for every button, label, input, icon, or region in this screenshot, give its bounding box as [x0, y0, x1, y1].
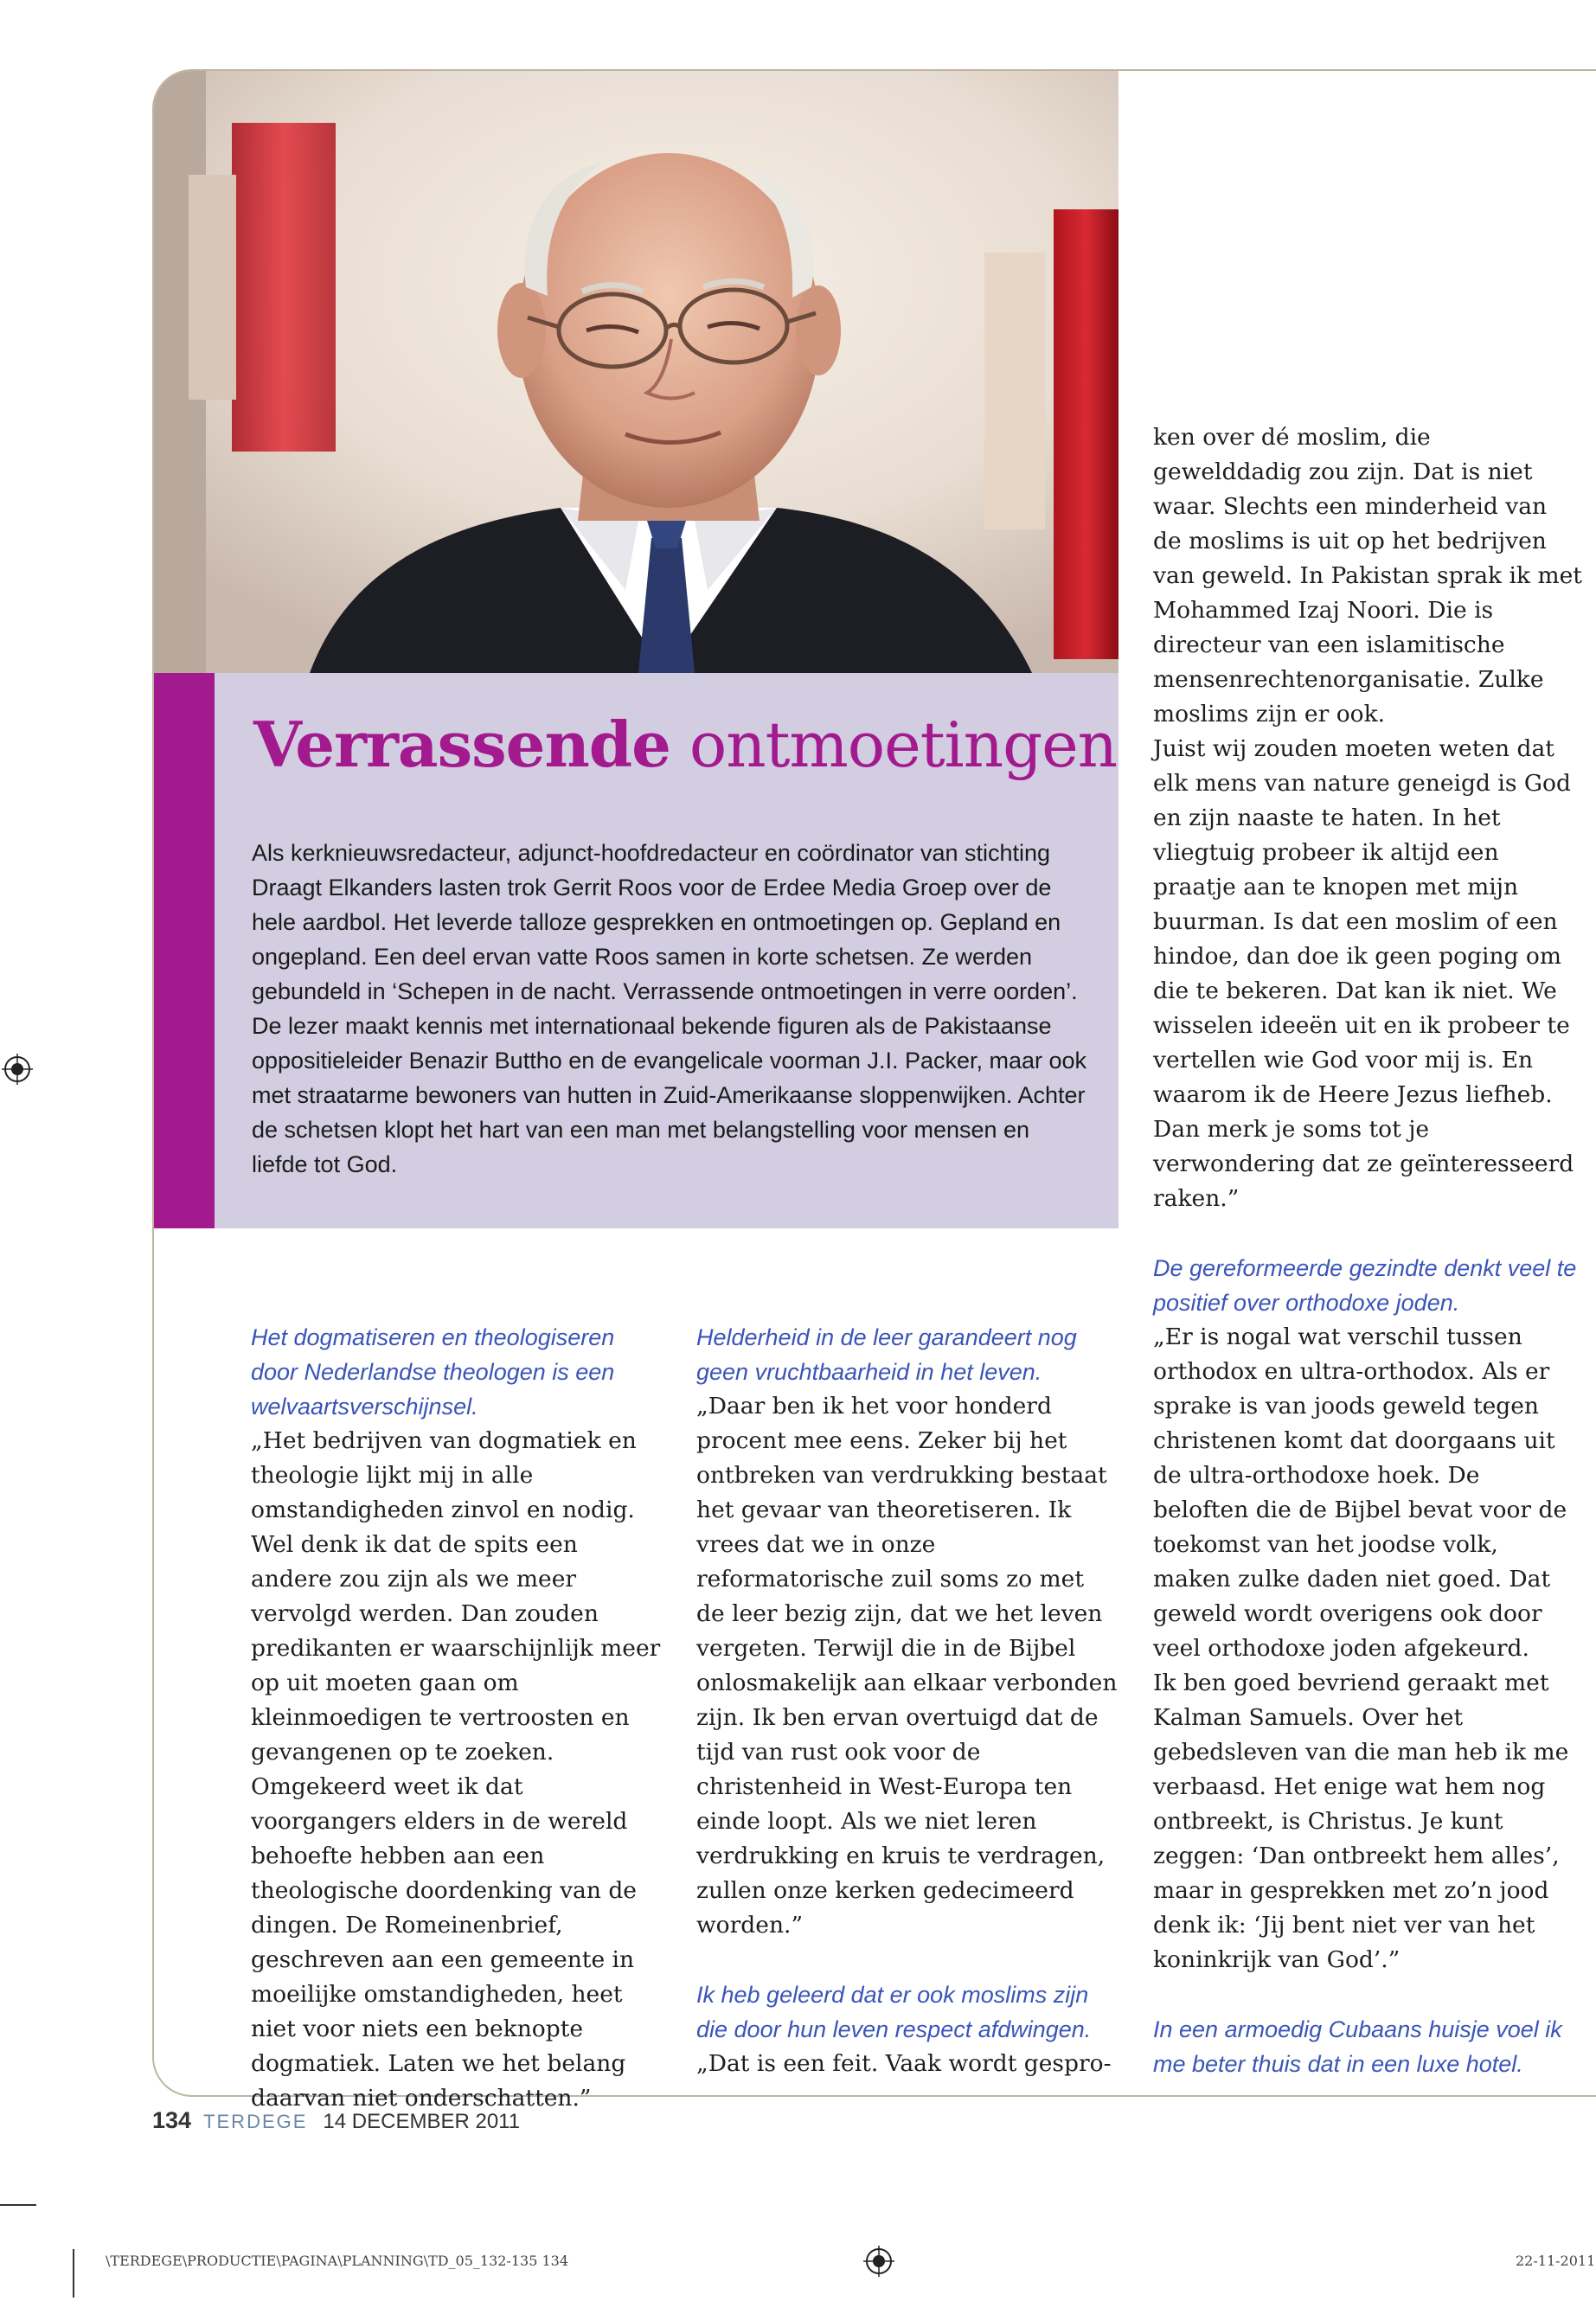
paragraph: „Er is nogal wat verschil tussen orthodox en ultra-orthodox. Als er sprake is van joods geweld tegen christenen komt dat doorgaans uit de ultra-orthodoxe hoek. De beloften die de Bijbel bevat voor de toekomst van het joodse volk, maken zulke daden niet goed. Dat geweld wordt overigens ook door veel orthodoxe joden afgekeurd. — [1153, 1324, 1567, 1662]
paragraph: ken over dé moslim, die gewelddadig zou zijn. Dat is niet waar. Slechts een minderheid van de moslims is uit op het bedrijven van geweld. In Pakistan sprak ik met Mohammed Izaj Noori. Die is directeur van een islamitische mensenrechtenorganisatie. Zulke moslims zijn er ook. — [1153, 424, 1582, 727]
subheading: Ik heb geleerd dat er ook moslims zijn die door hun leven respect afdwingen. — [696, 1982, 1092, 2042]
crop-mark — [0, 2204, 36, 2206]
subheading: Helderheid in de leer garandeert nog geen vruchtbaarheid in het leven. — [696, 1324, 1077, 1385]
column-3 — [1153, 420, 1582, 2081]
portrait-photo — [154, 71, 1118, 673]
slug-date: 22-11-2011 — [1516, 2253, 1596, 2269]
page-number: 134 — [152, 2107, 192, 2133]
paragraph: „Dat is een feit. Vaak wordt gespro- — [696, 2050, 1112, 2077]
paragraph: „Het bedrijven van dogmatiek en theologie lijkt mij in alle omstandigheden zinvol en nodig. Wel denk ik dat de spits een andere zou zijn als we meer vervolgd werden. Dan zouden predikanten er waarschijnlijk meer op uit moeten gaan om kleinmoedigen te vertroosten en gevangenen op te zoeken. — [251, 1427, 661, 1766]
lead-paragraph: Als kerknieuwsredacteur, adjunct-hoofdredacteur en coördinator van stichting Draagt Elkanders lasten trok Gerrit Roos voor de Erdee Media Groep over de hele aardbol. Het leverde talloze gesprekken en ontmoetingen op. Gepland en ongepland. Een deel ervan vatte Roos samen in korte schetsen. Ze werden gebundeld in ‘Schepen in de nacht. Verrassende ontmoetingen in verre oorden’. De lezer maakt kennis met internationaal bekende figuren als de Pakistaanse oppositieleider Benazir Buttho en de evangelicale voorman J.I. Packer, maar ook met straatarme bewoners van hutten in Zuid-Amerikaanse sloppenwijken. Achter de schetsen klopt het hart van een man met belangstelling voor mensen en liefde tot God. — [252, 840, 1087, 1177]
subheading: Het dogmatiseren en theologiseren door Nederlandse theologen is een welvaartsverschijnsel. — [251, 1324, 615, 1420]
subheading: De gereformeerde gezindte denkt veel te positief over orthodoxe joden. — [1153, 1255, 1577, 1316]
paragraph: Ik ben goed bevriend geraakt met Kalman Samuels. Over het gebedsleven van die man heb ik me verbaasd. Het enige wat hem nog ontbreekt, is Christus. Je kunt zeggen: ‘Dan ontbreekt hem alles’, maar in gesprekken met zo’n jood denk ik: ‘Jij bent niet ver van het koninkrijk van God’.” — [1153, 1670, 1569, 1973]
intro-box — [154, 673, 1118, 1228]
registration-mark-icon — [2, 1054, 33, 1085]
issue-date: 14 DECEMBER 2011 — [323, 2110, 521, 2133]
slug-path: \TERDEGE\PRODUCTIE\PAGINA\PLANNING\TD_05_132-135 134 — [106, 2253, 568, 2269]
portrait-illustration — [154, 71, 1118, 673]
paragraph: „Daar ben ik het voor honderd procent mee eens. Zeker bij het ontbreken van verdrukking bestaat het gevaar van theoretiseren. Ik vrees dat we in onze reformatorische zuil soms zo met de leer bezig zijn, dat we het leven vergeten. Terwijl die in de Bijbel onlosmakelijk aan elkaar verbonden zijn. Ik ben ervan overtuigd dat de tijd van rust ook voor de christenheid in West-Europa ten einde loopt. Als we niet leren verdrukking en kruis te verdragen, zullen onze kerken gedecimeerd worden.” — [696, 1393, 1118, 1939]
registration-mark-icon — [863, 2246, 894, 2277]
paragraph: Omgekeerd weet ik dat voorgangers elders in de wereld behoefte hebben aan een theologische doordenking van de dingen. De Romeinenbrief, geschreven aan een gemeente in moeilijke omstandigheden, heet niet voor niets een beknopte dogmatiek. Laten we het belang daarvan niet onderschatten.” — [251, 1773, 637, 2112]
headline — [253, 708, 1117, 781]
headline-bold: Verrassende — [253, 708, 670, 781]
headline-rest: ontmoetingen — [670, 708, 1118, 781]
paragraph: Juist wij zouden moeten weten dat elk mens van nature geneigd is God en zijn naaste te haten. In het vliegtuig probeer ik altijd een praatje aan te knopen met mijn buurman. Is dat een moslim of een hindoe, dan doe ik geen poging om die te bekeren. Dat kan ik niet. We wisselen ideeën uit en ik probeer te vertellen wie God voor mij is. En waarom ik de Heere Jezus liefheb. Dan merk je soms tot je verwondering dat ze geïnteresseerd raken.” — [1153, 735, 1574, 1212]
subheading: In een armoedig Cubaans huisje voel ik me beter thuis dat in een luxe hotel. — [1153, 2016, 1562, 2077]
accent-bar — [154, 673, 215, 1228]
column-1 — [251, 1320, 666, 2116]
magazine-name: TERDEGE — [203, 2111, 308, 2132]
page-footer — [152, 2107, 520, 2134]
crop-mark — [73, 2249, 74, 2298]
column-2 — [696, 1320, 1118, 2081]
